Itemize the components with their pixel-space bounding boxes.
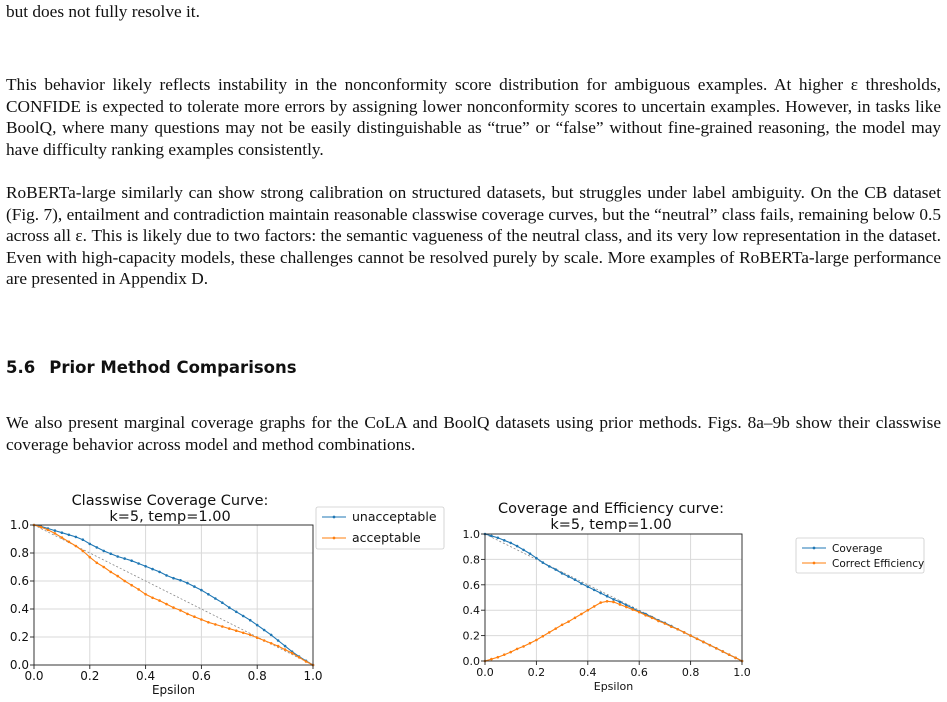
data-point [664,622,667,625]
data-point [102,566,105,569]
x-tick-label: 0.6 [630,666,648,679]
section-heading [6,358,297,377]
section-number: 5.6 [6,358,36,377]
data-point [657,620,660,623]
data-point [503,539,506,542]
paragraph-roberta: RoBERTa-large similarly can show strong calibration on structured datasets, but struggles under label ambiguity. On the CB dataset (Fig. 7), entailment and contradiction maintain reasonable classwise coverage curves, but the “neutral” class fails, remaining below 0.5 across all ε. This is likely due to two factors: the semantic vagueness of the neutral class, and its very low representation in the dataset. Even with high-capacity models, these challenges cannot be resolved purely by scale. More examples of RoBERTa-large performance are presented in Appendix D. [6,183,941,288]
data-point [606,595,609,598]
data-point [522,549,525,552]
data-point [186,613,189,616]
data-point [715,647,718,650]
x-tick-label: 0.0 [24,669,44,683]
section-title: Prior Method Comparisons [49,358,297,377]
x-tick-label: 0.2 [527,666,546,679]
data-point [200,589,203,592]
data-point [116,555,119,558]
data-point [574,617,577,620]
y-tick-label: 0.4 [462,604,480,618]
chart-title: Coverage and Efficiency curve: [498,501,724,517]
data-point [249,634,252,637]
y-tick-label: 0.0 [9,658,29,672]
data-point [270,642,273,645]
data-point [144,593,147,596]
data-point [587,609,590,612]
data-point [158,571,161,574]
data-point [509,651,512,654]
legend-label: Coverage [832,543,883,555]
data-point [249,619,252,622]
x-tick-label: 0.4 [136,669,156,683]
chart-title: Classwise Coverage Curve: [71,493,269,509]
x-axis-label: Epsilon [593,680,634,693]
data-point [587,585,590,588]
x-tick-label: 1.0 [733,666,751,679]
y-tick-label: 0.2 [462,629,480,643]
y-tick-label: 0.6 [9,574,29,588]
data-point [186,582,189,585]
data-point [305,660,308,663]
data-point [676,628,679,631]
y-tick-label: 0.8 [9,546,29,560]
data-point [82,538,85,541]
data-point [522,645,525,648]
data-point [721,650,724,653]
x-tick-label: 0.2 [80,669,100,683]
data-point [228,627,231,630]
legend-swatch-marker [333,537,336,540]
data-point [580,613,583,616]
data-point [593,605,596,608]
x-tick-label: 0.8 [247,669,267,683]
data-point [137,562,140,565]
y-tick-label: 0.0 [462,655,480,668]
data-point [54,529,57,532]
x-tick-label: 0.6 [191,669,211,683]
data-point [554,627,557,630]
data-point [242,615,245,618]
data-point [116,575,119,578]
legend-label: acceptable [352,530,421,545]
data-point [535,557,538,560]
data-point [179,579,182,582]
data-point [61,536,64,539]
data-point [670,625,673,628]
data-point [130,584,133,587]
data-point [95,562,98,565]
data-point [548,631,551,634]
data-point [490,535,493,538]
data-point [130,559,133,562]
data-point [165,574,168,577]
data-point [619,601,622,604]
y-tick-label: 1.0 [462,528,480,541]
data-point [542,561,545,564]
data-point [263,639,266,642]
data-point [89,543,92,546]
data-point [529,642,532,645]
y-tick-label: 0.2 [9,630,29,644]
data-point [123,580,126,583]
data-point [221,601,224,604]
data-point [256,624,259,627]
data-point [68,534,71,537]
data-point [619,603,622,606]
data-point [242,632,245,635]
data-point [151,568,154,571]
data-point [709,644,712,647]
x-tick-label: 1.0 [303,669,323,683]
data-point [567,620,570,623]
data-point [612,598,615,601]
legend-swatch-marker [813,547,816,550]
data-point [179,609,182,612]
data-point [644,614,647,617]
data-point [109,571,112,574]
data-point [497,537,500,540]
x-tick-label: 0.4 [579,666,597,679]
data-point [554,568,557,571]
data-point [542,635,545,638]
data-point [221,625,224,628]
data-point [638,611,641,614]
data-point [256,636,259,639]
data-point [82,550,85,553]
y-tick-label: 0.8 [462,553,480,567]
data-point [75,545,78,548]
data-point [193,585,196,588]
data-point [165,603,168,606]
data-point [625,606,628,609]
data-point [270,634,273,637]
data-point [277,645,280,648]
data-point [593,589,596,592]
data-point [702,641,705,644]
data-point [40,526,43,529]
paragraph-prior-methods: We also present marginal coverage graphs for the CoLA and BoolQ datasets using prior methods. Figs. 8a–9b show their classwise coverage behavior across model and method combinations. [6,413,941,454]
data-point [599,601,602,604]
y-tick-label: 1.0 [9,518,29,532]
data-point [503,653,506,656]
data-point [490,658,493,661]
data-point [284,645,287,648]
data-point [123,557,126,560]
data-point [734,657,737,660]
data-point [47,529,50,532]
data-point [137,588,140,591]
data-point [207,593,210,596]
data-point [612,601,615,604]
data-point [683,631,686,634]
data-point [228,606,231,609]
data-point [728,653,731,656]
chart-subtitle: k=5, temp=1.00 [109,509,231,525]
data-point [497,656,500,659]
data-point [561,624,564,627]
data-point [535,639,538,642]
y-tick-label: 0.6 [462,578,480,592]
data-point [68,541,71,544]
y-tick-label: 0.4 [9,602,29,616]
data-point [54,532,57,535]
data-point [102,550,105,553]
data-point [172,606,175,609]
legend-swatch-marker [333,516,336,519]
data-point [193,615,196,618]
x-axis-label: Epsilon [151,683,196,697]
data-point [61,531,64,534]
x-tick-label: 0.8 [681,666,700,679]
paragraph-instability: This behavior likely reflects instability in the nonconformity score distribution for ambiguous examples. At higher ε thresholds, CONFIDE is expected to tolerate more errors by assigning lower nonconformity scores to uncertain examples. However, in tasks like BoolQ, where many questions may not be easily distinguishable as “true” or “false” without fine-grained reasoning, the model may have difficulty ranking examples consistently. [6,75,941,159]
data-point [214,597,217,600]
data-point [200,618,203,621]
data-point [109,552,112,555]
data-point [75,536,78,539]
data-point [689,634,692,637]
data-point [516,545,519,548]
data-point [651,617,654,620]
data-point [529,552,532,555]
data-point [291,652,294,655]
data-point [284,648,287,651]
data-point [214,623,217,626]
data-point [516,648,519,651]
chart-subtitle: k=5, temp=1.00 [550,517,672,533]
data-point [580,582,583,585]
x-tick-label: 0.0 [476,666,494,679]
data-point [277,639,280,642]
data-point [95,546,98,549]
classwise-coverage-chart [0,480,470,702]
data-point [235,611,238,614]
data-point [599,592,602,595]
data-point [298,656,301,659]
data-point [561,572,564,575]
legend-label: unacceptable [352,509,437,524]
data-point [89,556,92,559]
data-point [548,565,551,568]
paragraph-continuation: but does not fully resolve it. [6,2,200,21]
data-point [172,577,175,580]
legend-swatch-marker [813,562,816,565]
data-point [207,621,210,624]
data-point [574,578,577,581]
data-point [696,637,699,640]
data-point [631,608,634,611]
legend-label: Correct Efficiency [832,558,925,570]
data-point [151,597,154,600]
data-point [235,629,238,632]
data-point [509,542,512,545]
data-point [606,600,609,603]
data-point [144,565,147,568]
coverage-efficiency-chart [450,480,947,702]
data-point [567,575,570,578]
data-point [158,599,161,602]
data-point [263,629,266,632]
